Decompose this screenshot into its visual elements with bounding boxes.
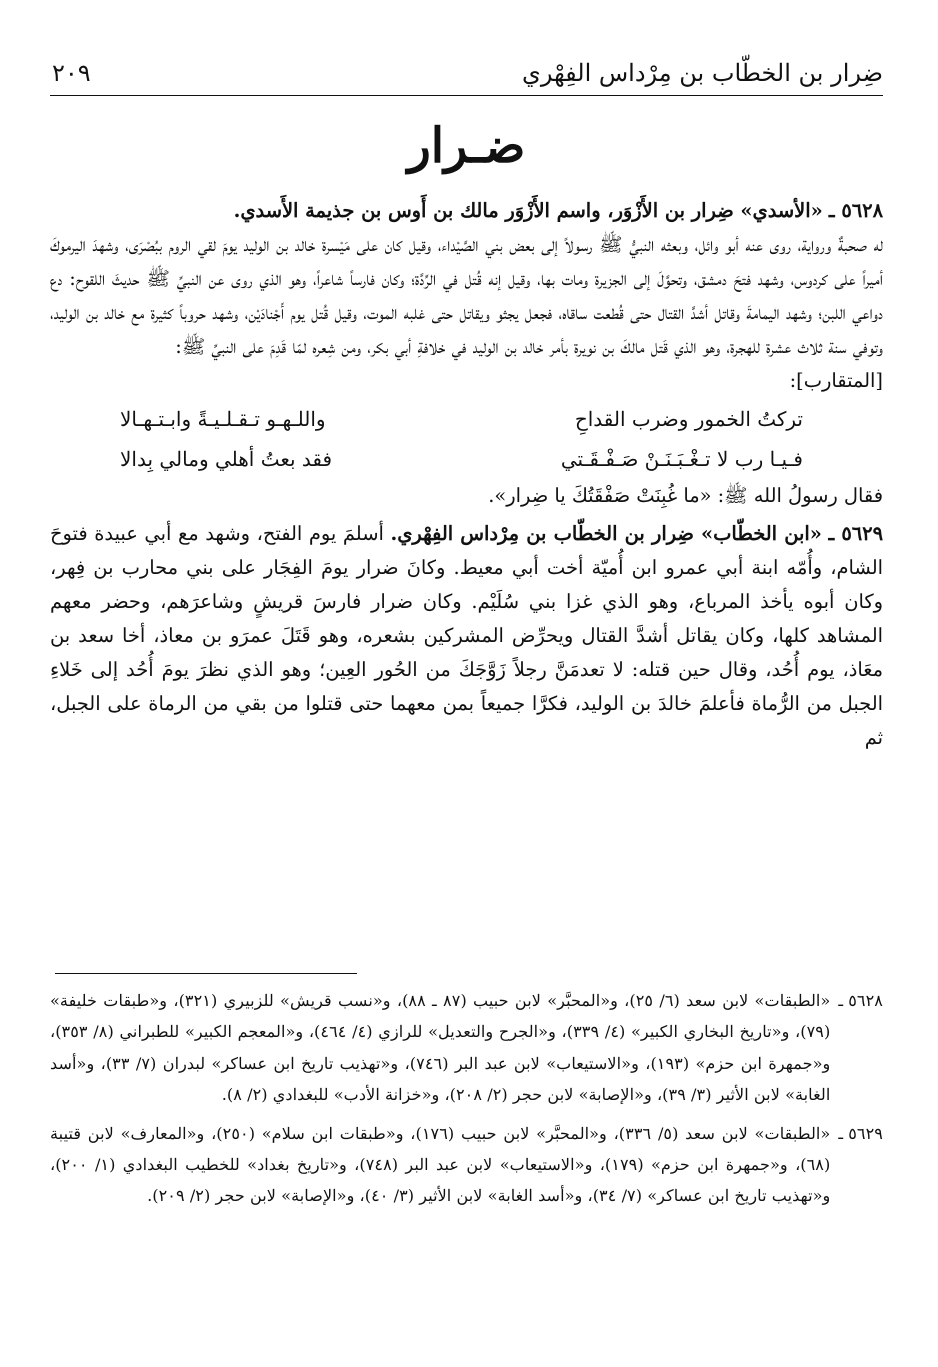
verse-row — [120, 399, 803, 439]
entry-5628 — [50, 194, 883, 513]
entry-closing: فقال رسولُ الله ﷺ: «ما غُبِنَتْ صَفْقَتُكَ يا ضِرار». — [488, 483, 883, 507]
entry-body: له صحبةٌ ورواية، روى عنه أبو وائل، وبعثه النبيُّ ﷺ رسولاً إلى بعض بني الصَّيْداء، وقيل كان على مَيْسرة خالد بن الوليد يومَ لقي الروم ببُصْرَى، وشهدَ اليرموكَ أميراً على كردوس، وشهد فتحَ دمشق، وتحوَّلَ إلى الجزيرة ومات بها، وقيل إنه قُتل في الرِّدَّة؛ وكان فارساً شاعراً، وهو الذي روى عن النبيِّ ﷺ حديثَ اللقوح: دع دواعي اللبن؛ وشهد اليمامةَ وقاتل أشدَّ القتال حتى قُطعت ساقاه، فجعل يجثو ويقاتل حتى غلبه الموت، وقيل قُتل يوم أَجْنادَيْن، وشهد حروباً كثيرة مع خالد بن الوليد، وتوفي سنة ثلاث عشرة للهجرة، وهو الذي قَتل مالكَ بن نويرة بأمر خالد بن الوليد في خلافةِ أبي بكر، ومن شِعره لمّا قَدِمَ على النبيِّ ﷺ: — [50, 233, 883, 359]
footnote-divider — [55, 973, 357, 974]
entry-head: «ابن الخطّاب» ضِرار بن الخطّاب بن مِرْداس الفِهْري. — [390, 521, 822, 545]
meter-label: [المتقارب]: — [789, 369, 883, 393]
verse-first-hemistich: فـيـا رب لا تـغْـبَـنَـنْ صَـفْـقَـتي — [560, 446, 803, 471]
book-page — [50, 0, 883, 1367]
entry-body: أسلمَ يوم الفتح، وشهد مع أبي عبيدة فتوحَ الشام، وأُمّه ابنة أبي عمرو ابن أُميّة أخت أبي معيط. وكانَ ضرار يومَ الفِجَار على بني محارب بن فِهر، وكان أبوه يأخذ المرباع، وهو الذي غزا بني سُلَيْم. وكان ضرار فارسَ قريشٍ وشاعرَهم، وحضر معهم المشاهد كلها، وكان يقاتل أشدَّ القتال ويحرِّض المشركين بشعره، وهو قَتَلَ عمرَو بن معاذ، أخا سعد بن معَاذ، يوم أُحُد، وقال حين قتله: لا تعدمَنَّ رجلاً زَوَّجَكَ من الحُور العِين؛ وهو الذي نظرَ يومَ أُحُد إلى خَلاءِ الجبل من الرُّماة فأعلمَ خالدَ بن الوليد، فكرَّا جميعاً بمن معهما حتى قتلوا من بقي من الرماة على الجبل، ثم — [50, 521, 883, 750]
body-text — [50, 194, 883, 755]
footnote-text: «الطبقات» لابن سعد (٥/ ٣٣٦)، و«المحبَّر» لابن حبيب (١٧٦)، و«طبقات ابن سلام» (٢٥٠)، و«المعارف» لابن قتيبة (٦٨)، و«جمهرة ابن حزم» (١٧٩)، و«الاستيعاب» لابن عبد البر (٧٤٨)، و«تاريخ بغداد» للخطيب البغدادي (١/ ٢٠٠)، و«تهذيب تاريخ ابن عساكر» (٧/ ٣٤)، و«أسد الغابة» لابن الأثير (٣/ ٤٠)، و«الإصابة» لابن حجر (٢/ ٢٠٩). — [50, 1123, 831, 1206]
entry-number: ٥٦٢٨ ـ — [828, 199, 883, 222]
verse-first-hemistich: تركتُ الخمور وضرب القداحِ — [574, 406, 803, 431]
footnote-number: ٥٦٢٨ ـ — [838, 991, 883, 1010]
verse-second-hemistich: واللـهـو تـقـلـيـةً وابـتـهـالا — [120, 406, 326, 431]
page-number: ٢٠٩ — [52, 59, 91, 87]
entry-head: «الأسدي» ضِرار بن الأَزْوَر، واسم الأَزْوَر مالك بن أَوس بن جذيمة الأَسدي. — [233, 199, 823, 222]
verse-row — [120, 439, 803, 479]
verse-second-hemistich: فقد بعتُ أهلي ومالي بِدالا — [120, 446, 333, 471]
entry-number: ٥٦٢٩ ـ — [828, 521, 884, 545]
footnote-text: «الطبقات» لابن سعد (٦/ ٢٥)، و«المحبَّر» لابن حبيب (٨٧ ـ ٨٨)، و«نسب قريش» للزبيري (٣٢١)، و«طبقات خليفة» (٧٩)، و«تاريخ البخاري الكبير» (٤/ ٣٣٩)، و«الجرح والتعديل» للرازي (٤/ ٤٦٤)، و«المعجم الكبير» للطبراني (٨/ ٣٥٣)، و«جمهرة ابن حزم» (١٩٣)، و«الاستيعاب» لابن عبد البر (٧٤٦)، و«تهذيب تاريخ ابن عساكر» لبدران (٧/ ٣٣)، و«أسد الغابة» لابن الأثير (٣/ ٣٩)، و«الإصابة» لابن حجر (٢/ ٢٠٨)، و«خزانة الأدب» للبغدادي (٢/ ٨). — [50, 991, 831, 1105]
entry-paragraph — [50, 517, 883, 756]
running-header — [50, 52, 883, 96]
chapter-heading: ضـرار — [407, 118, 526, 174]
poem-verses — [120, 399, 803, 479]
entry-paragraph — [50, 194, 883, 228]
running-title: ضِرار بن الخطّاب بن مِرْداس الفِهْري — [522, 59, 883, 87]
entry-5629 — [50, 517, 883, 756]
footnote-number: ٥٦٢٩ ـ — [838, 1123, 883, 1143]
